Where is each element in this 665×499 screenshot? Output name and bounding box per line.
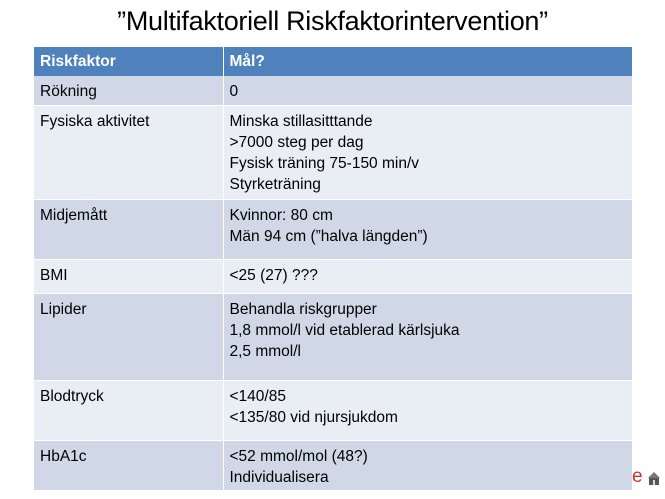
goal-line: <52 mmol/mol (48?) <box>229 447 368 465</box>
factor-cell: Fysiska aktivitet <box>34 105 223 199</box>
goal-line: <25 (27) ??? <box>229 266 318 284</box>
goal-line: 0 <box>229 83 239 100</box>
goal-line: <140/85 <box>229 387 286 405</box>
goal-cell <box>223 199 632 259</box>
factor-cell: Rökning <box>34 76 223 105</box>
goal-cell <box>223 105 632 199</box>
goal-line: Minska stillasitttande <box>229 112 373 130</box>
table-row <box>34 293 632 380</box>
goal-line: Behandla riskgrupper <box>229 300 377 318</box>
goal-line: Fysisk träning 75-150 min/v <box>229 154 420 172</box>
goal-line: >7000 steg per dag <box>229 133 364 151</box>
table-row <box>34 440 632 490</box>
crest-icon <box>648 472 660 486</box>
slide-title: ”Multifaktoriell Riskfaktorintervention” <box>117 6 548 36</box>
factor-cell: Blodtryck <box>34 380 223 440</box>
goal-cell <box>223 293 632 380</box>
table-row <box>34 105 632 199</box>
table-row <box>34 76 632 105</box>
goal-line: 2,5 mmol/l <box>229 342 301 360</box>
goal-line: Män 94 cm (”halva längden”) <box>229 227 428 245</box>
risk-factor-table <box>34 47 632 490</box>
header-mal: Mål? <box>223 47 632 76</box>
table-row <box>34 199 632 259</box>
goal-cell <box>223 259 632 293</box>
header-riskfaktor: Riskfaktor <box>34 47 223 76</box>
goal-line: <135/80 vid njursjukdom <box>229 408 398 426</box>
goal-cell <box>223 440 632 490</box>
goal-cell <box>223 380 632 440</box>
goal-cell <box>223 76 632 105</box>
table-row <box>34 259 632 293</box>
table-row <box>34 380 632 440</box>
goal-line: Styrketräning <box>229 175 321 193</box>
goal-line: 1,8 mmol/l vid etablerad kärlsjuka <box>229 321 460 339</box>
factor-cell: Lipider <box>34 293 223 380</box>
goal-line: Individualisera <box>229 468 329 486</box>
goal-line: Kvinnor: 80 cm <box>229 206 333 224</box>
table-header-row <box>34 47 632 76</box>
factor-cell: Midjemått <box>34 199 223 259</box>
logo-fragment: e <box>632 466 643 487</box>
factor-cell: BMI <box>34 259 223 293</box>
factor-cell: HbA1c <box>34 440 223 490</box>
